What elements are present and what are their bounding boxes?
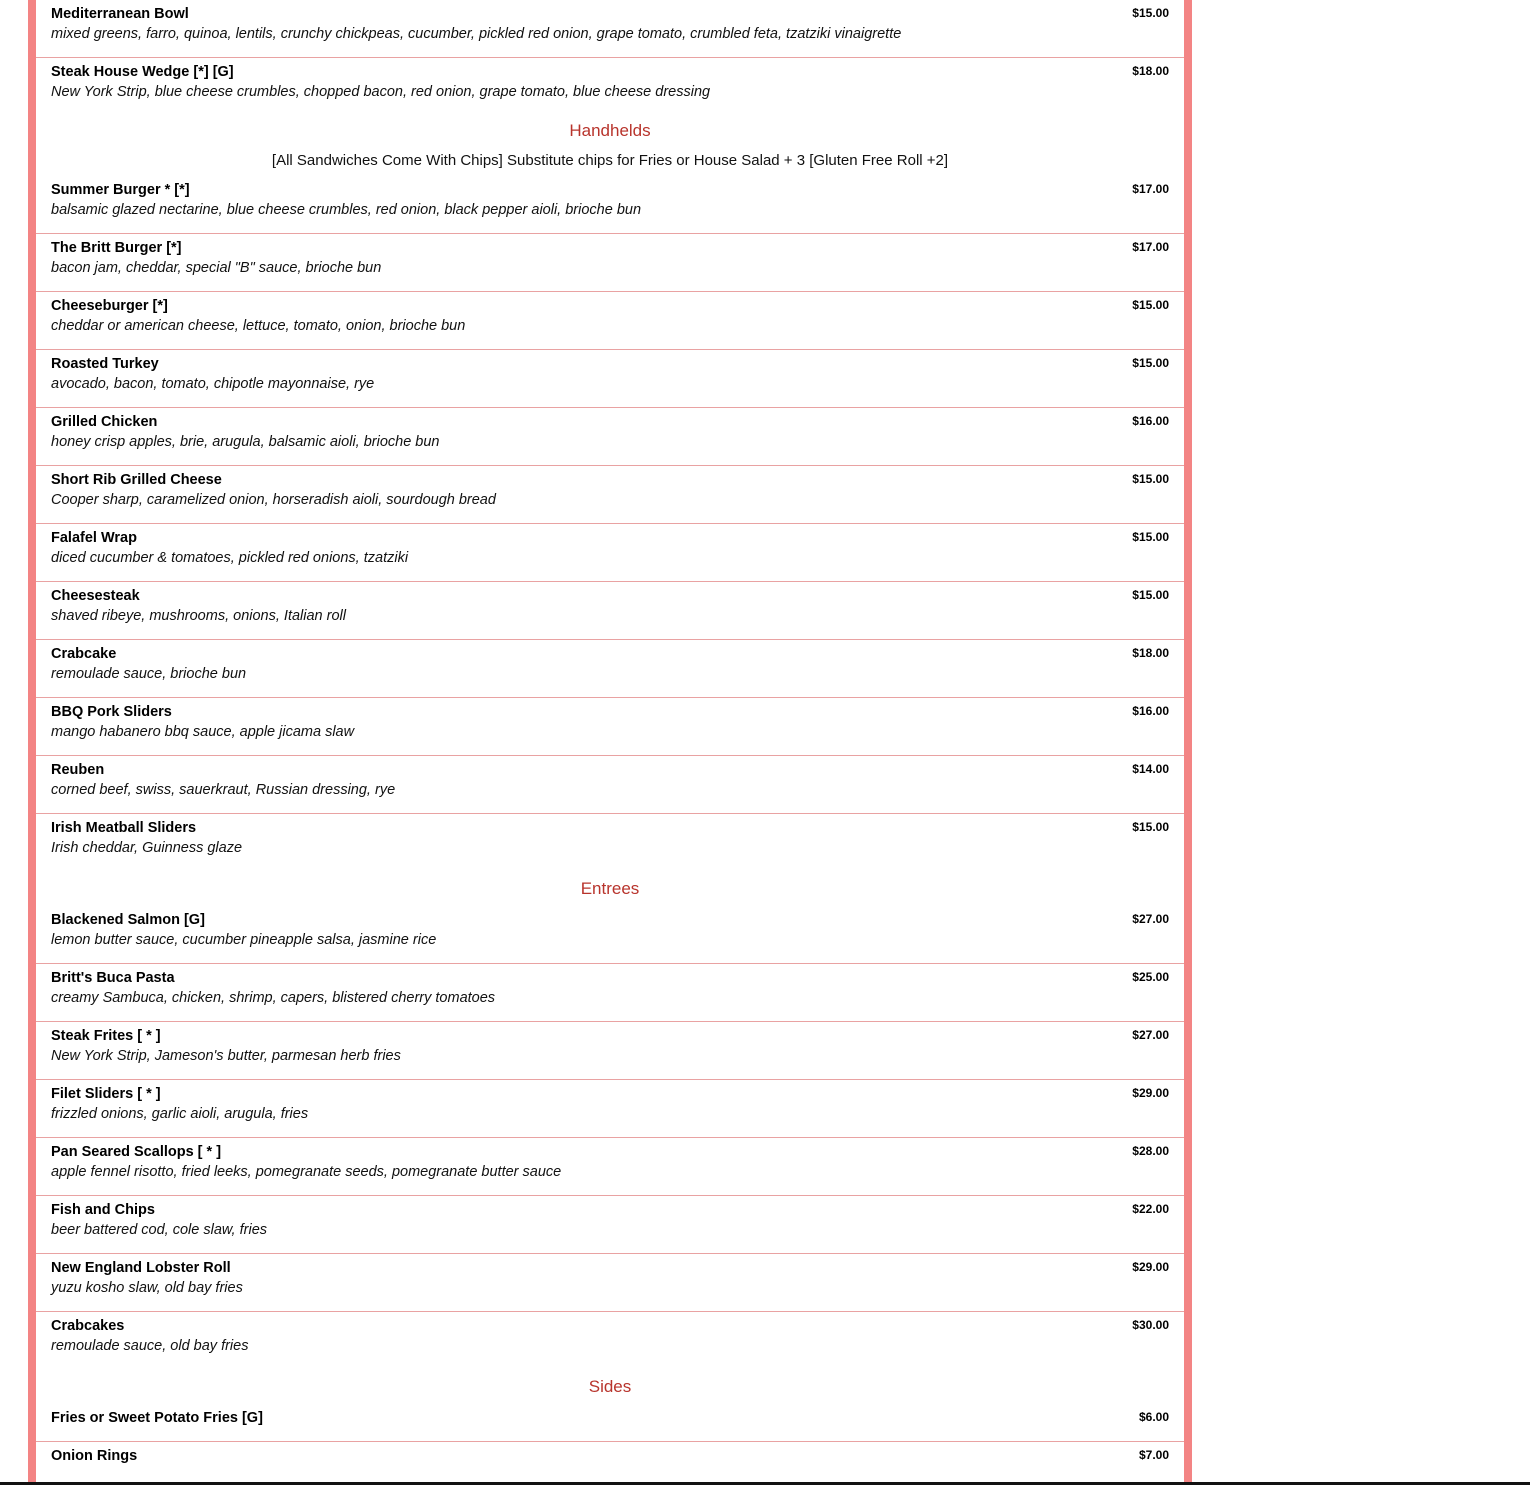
item-price: $15.00: [1132, 6, 1169, 20]
item-name: Fries or Sweet Potato Fries [G]: [51, 1410, 263, 1426]
menu-item: [36, 1442, 1184, 1480]
item-price: $6.00: [1138, 1410, 1169, 1424]
menu-panel: [28, 0, 1192, 1485]
item-description: remoulade sauce, old bay fries: [51, 1338, 249, 1354]
item-price: $18.00: [1132, 64, 1169, 78]
item-name: Blackened Salmon [G]: [51, 912, 205, 928]
item-name: Short Rib Grilled Cheese: [51, 472, 222, 488]
item-price: $29.00: [1132, 1260, 1169, 1274]
item-description: balsamic glazed nectarine, blue cheese crumbles, red onion, black pepper aioli, brioche bun: [51, 202, 642, 218]
item-name: Onion Rings: [51, 1448, 138, 1464]
item-description: corned beef, swiss, sauerkraut, Russian dressing, rye: [51, 782, 396, 798]
item-price: $15.00: [1132, 356, 1169, 370]
menu-item: [36, 466, 1184, 524]
item-name: New England Lobster Roll: [51, 1260, 231, 1276]
item-name: Filet Sliders [ * ]: [51, 1086, 161, 1102]
item-price: $15.00: [1132, 820, 1169, 834]
item-description: shaved ribeye, mushrooms, onions, Italian roll: [51, 608, 346, 624]
item-description: Irish cheddar, Guinness glaze: [51, 840, 243, 856]
item-price: $17.00: [1132, 240, 1169, 254]
menu-item: [36, 0, 1184, 58]
item-price: $17.00: [1132, 182, 1169, 196]
menu-item: [36, 1196, 1184, 1254]
item-price: $15.00: [1132, 588, 1169, 602]
section-title-sides: Sides: [588, 1377, 632, 1396]
item-name: Steak Frites [ * ]: [51, 1028, 161, 1044]
menu-item: [36, 964, 1184, 1022]
item-price: $7.00: [1138, 1448, 1169, 1462]
item-description: New York Strip, Jameson's butter, parmesan herb fries: [51, 1048, 401, 1064]
item-description: yuzu kosho slaw, old bay fries: [51, 1280, 243, 1296]
item-price: $18.00: [1132, 646, 1169, 660]
menu-item: [36, 1312, 1184, 1370]
menu-item: [36, 1080, 1184, 1138]
item-price: $27.00: [1132, 1028, 1169, 1042]
item-name: Cheeseburger [*]: [51, 298, 168, 314]
menu-item: [36, 234, 1184, 292]
item-price: $27.00: [1132, 912, 1169, 926]
item-description: mango habanero bbq sauce, apple jicama slaw: [51, 724, 355, 740]
menu-item: [36, 756, 1184, 814]
item-price: $15.00: [1132, 298, 1169, 312]
item-price: $30.00: [1132, 1318, 1169, 1332]
item-price: $22.00: [1132, 1202, 1169, 1216]
item-price: $28.00: [1132, 1144, 1169, 1158]
item-description: Cooper sharp, caramelized onion, horseradish aioli, sourdough bread: [51, 492, 496, 508]
item-name: Pan Seared Scallops [ * ]: [51, 1144, 222, 1160]
item-description: honey crisp apples, brie, arugula, balsamic aioli, brioche bun: [51, 434, 440, 450]
item-name: Mediterranean Bowl: [51, 6, 189, 22]
item-name: Cheesesteak: [51, 588, 140, 604]
item-price: $16.00: [1132, 414, 1169, 428]
item-price: $15.00: [1132, 530, 1169, 544]
item-description: cheddar or american cheese, lettuce, tomato, onion, brioche bun: [51, 318, 466, 334]
item-price: $16.00: [1132, 704, 1169, 718]
menu-item: [36, 698, 1184, 756]
item-name: Britt's Buca Pasta: [51, 970, 175, 986]
item-description: New York Strip, blue cheese crumbles, chopped bacon, red onion, grape tomato, blue cheese dressing: [51, 84, 711, 100]
item-name: Irish Meatball Sliders: [51, 820, 197, 836]
section-note-handhelds: [All Sandwiches Come With Chips] Substitute chips for Fries or House Salad + 3 [Gluten Free Roll +2]: [271, 152, 949, 169]
item-description: bacon jam, cheddar, special "B" sauce, brioche bun: [51, 260, 382, 276]
item-description: avocado, bacon, tomato, chipotle mayonnaise, rye: [51, 376, 375, 392]
item-name: Fish and Chips: [51, 1202, 155, 1218]
item-description: apple fennel risotto, fried leeks, pomegranate seeds, pomegranate butter sauce: [51, 1164, 562, 1180]
menu-item: [36, 176, 1184, 234]
menu-item: [36, 524, 1184, 582]
item-name: Summer Burger * [*]: [51, 182, 190, 198]
menu-item: [36, 640, 1184, 698]
item-name: Steak House Wedge [*] [G]: [51, 64, 234, 80]
item-description: creamy Sambuca, chicken, shrimp, capers, blistered cherry tomatoes: [51, 990, 496, 1006]
menu-item: [36, 1254, 1184, 1312]
item-name: Falafel Wrap: [51, 530, 137, 546]
item-name: Reuben: [51, 762, 105, 778]
item-description: frizzled onions, garlic aioli, arugula, fries: [51, 1106, 309, 1122]
menu-item: [36, 58, 1184, 116]
menu-item: [36, 582, 1184, 640]
item-name: The Britt Burger [*]: [51, 240, 182, 256]
item-description: diced cucumber & tomatoes, pickled red onions, tzatziki: [51, 550, 409, 566]
menu-item: [36, 1138, 1184, 1196]
item-price: $14.00: [1132, 762, 1169, 776]
item-description: remoulade sauce, brioche bun: [51, 666, 247, 682]
item-name: Roasted Turkey: [51, 356, 159, 372]
item-name: Crabcakes: [51, 1318, 125, 1334]
menu-item: [36, 814, 1184, 872]
item-price: $15.00: [1132, 472, 1169, 486]
item-price: $29.00: [1132, 1086, 1169, 1100]
menu-item: [36, 1022, 1184, 1080]
item-description: lemon butter sauce, cucumber pineapple salsa, jasmine rice: [51, 932, 437, 948]
menu-item: [36, 292, 1184, 350]
item-price: $25.00: [1132, 970, 1169, 984]
item-name: Grilled Chicken: [51, 414, 158, 430]
item-name: BBQ Pork Sliders: [51, 704, 172, 720]
item-description: mixed greens, farro, quinoa, lentils, crunchy chickpeas, cucumber, pickled red onion, grape tomato, crumbled feta, tzatziki vinaigrette: [51, 26, 902, 42]
menu-item: [36, 350, 1184, 408]
item-name: Crabcake: [51, 646, 117, 662]
section-title-handhelds: Handhelds: [569, 121, 651, 140]
section-title-entrees: Entrees: [580, 879, 640, 898]
menu-item: [36, 1404, 1184, 1442]
menu-item: [36, 906, 1184, 964]
item-description: beer battered cod, cole slaw, fries: [51, 1222, 268, 1238]
menu-item: [36, 408, 1184, 466]
